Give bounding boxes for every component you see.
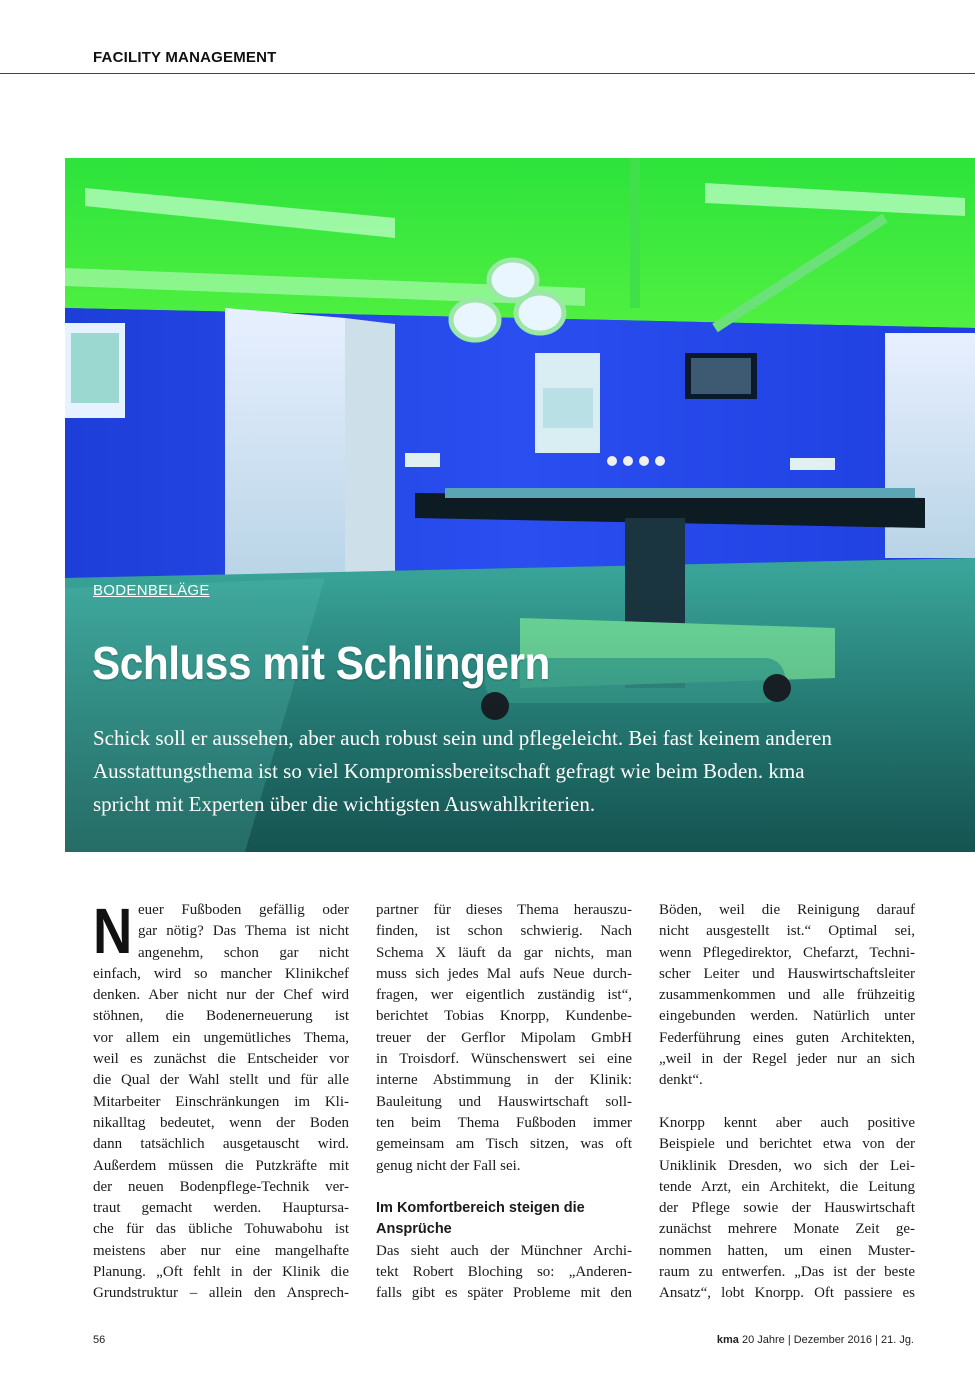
body-line: Schema X läuft da gar nichts, man	[376, 944, 632, 961]
body-line: einfach, wird so mancher Klinikchef	[93, 965, 349, 982]
lead-line: Schick soll er aussehen, aber auch robust sein und pflegeleicht. Bei fast keinem anderen	[93, 726, 832, 750]
body-line: scher Leiter und Hauswirtschaftsleiter	[659, 965, 915, 982]
body-line: zunächst mehrere Monate Zeit ge-	[659, 1221, 915, 1238]
body-line: Mitarbeiter Einschränkungen im Kli-	[93, 1093, 349, 1110]
body-line: stöhnen, die Bodenerneuerung ist	[93, 1008, 349, 1025]
article-lead	[93, 722, 913, 821]
header-rule	[0, 73, 975, 74]
body-line: traut gemacht werden. Hauptursa-	[93, 1200, 349, 1217]
body-line: euer Fußboden gefällig oder	[138, 902, 349, 918]
lead-line: Ausstattungsthema ist so viel Kompromissbereitschaft gefragt wie beim Boden. kma	[93, 759, 805, 783]
body-line: fragen, wer eigentlich zuständig ist“,	[376, 987, 632, 1004]
article-headline: Schluss mit Schlingern	[92, 637, 550, 689]
article-kicker: BODENBELÄGE	[93, 582, 210, 599]
body-line: denkt“.	[659, 1072, 703, 1089]
page-number: 56	[93, 1334, 106, 1346]
paragraph-gap	[376, 1177, 632, 1198]
body-line: Federführung eines guten Architekten,	[659, 1029, 915, 1046]
body-line: nommen hatten, um einen Muster-	[659, 1242, 915, 1259]
body-line: partner für dieses Thema herauszu-	[376, 902, 632, 918]
body-line: vor allem ein ungemütliches Thema,	[93, 1029, 349, 1046]
body-line: Beispiele und berichtet etwa von der	[659, 1136, 915, 1153]
body-line: „weil in der Regel jeder nur an sich	[659, 1051, 915, 1068]
body-line: der Pflege sowie der Hauswirtschaft	[659, 1200, 915, 1217]
footer-brand: kma	[716, 1334, 739, 1346]
body-line: finden, ist schon schwierig. Nach	[376, 923, 632, 940]
body-line: angenehm, schon gar nicht	[138, 944, 349, 961]
body-line: eingebunden werden. Natürlich unter	[659, 1008, 915, 1025]
body-line: meistens aber nur eine mangelhafte	[93, 1242, 349, 1259]
footer-issue-info	[717, 1334, 914, 1346]
body-column-3	[659, 900, 915, 1305]
body-line: genug nicht der Fall sei.	[376, 1157, 521, 1174]
body-line: gar nötig? Das Thema ist nicht	[138, 923, 349, 940]
body-line: Planung. „Oft fehlt in der Klinik die	[93, 1264, 349, 1281]
body-line: der neuen Bodenpflege-Technik ver-	[93, 1178, 349, 1195]
body-line: zusammenkommen und alle frühzeitig	[659, 987, 915, 1004]
body-line: nicht ausgestellt ist.“ Optimal sei,	[659, 923, 915, 940]
body-line: Uniklinik Dresden, wo sich der Lei-	[659, 1157, 915, 1174]
body-line: tekt Robert Bloching so: „Anderen-	[376, 1264, 632, 1281]
body-line: dann tatsächlich ausgetauscht wird.	[93, 1136, 349, 1153]
body-line: Knorpp kennt aber auch positive	[659, 1114, 915, 1131]
body-line: in Troisdorf. Wünschenswert sei eine	[376, 1051, 632, 1068]
body-line: weil es zunächst die Entscheider vor	[93, 1051, 349, 1068]
body-line: muss sich jedes Mal aufs Neue durch-	[376, 965, 632, 982]
body-line: nikalltag bedeutet, wenn der Boden	[93, 1114, 349, 1131]
body-line: treuer der Gerflor Mipolam GmbH	[376, 1029, 632, 1046]
body-line: berichtet Tobias Knorpp, Kundenbe-	[376, 1008, 632, 1025]
body-line: tende Arzt, ein Architekt, die Leitung	[659, 1178, 915, 1195]
body-line: Bauleitung und Hauswirtschaft soll-	[376, 1093, 632, 1110]
body-line: Das sieht auch der Münchner Archi-	[376, 1242, 632, 1259]
body-column-1	[93, 895, 349, 1305]
body-line: die Qual der Wahl stellt und für alle	[93, 1072, 349, 1089]
body-line: falls gibt es später Probleme mit den	[376, 1285, 632, 1302]
body-line: Ansatz“, lobt Knorpp. Oft passiere es	[659, 1285, 915, 1302]
body-line: raum zu entwerfen. „Das ist der beste	[659, 1264, 915, 1281]
body-line: ten beim Thema Fußboden immer	[376, 1114, 632, 1131]
body-line: che für das übliche Tohuwabohu ist	[93, 1221, 349, 1238]
subheading: Im Komfortbereich steigen die	[376, 1200, 585, 1217]
body-line: Grundstruktur – allein den Ansprech-	[93, 1285, 349, 1302]
body-line: Böden, weil die Reinigung darauf	[659, 902, 915, 918]
body-column-2	[376, 900, 632, 1305]
body-line: wenn Pflegedirektor, Chefarzt, Techni-	[659, 944, 915, 961]
footer-issue: 20 Jahre | Dezember 2016 | 21. Jg.	[741, 1334, 914, 1346]
paragraph-gap	[659, 1092, 915, 1113]
lead-line: spricht mit Experten über die wichtigsten Auswahlkriterien.	[93, 792, 596, 816]
drop-cap: N	[93, 895, 133, 967]
body-line: interne Abstimmung in der Klinik:	[376, 1072, 632, 1089]
subheading: Ansprüche	[376, 1221, 452, 1238]
body-line: denken. Aber nicht nur der Chef wird	[93, 987, 349, 1004]
body-line: gemeinsam am Tisch sitzen, was oft	[376, 1136, 632, 1153]
body-line: Außerdem müssen die Putzkräfte mit	[93, 1157, 349, 1174]
section-label: FACILITY MANAGEMENT	[93, 49, 277, 66]
